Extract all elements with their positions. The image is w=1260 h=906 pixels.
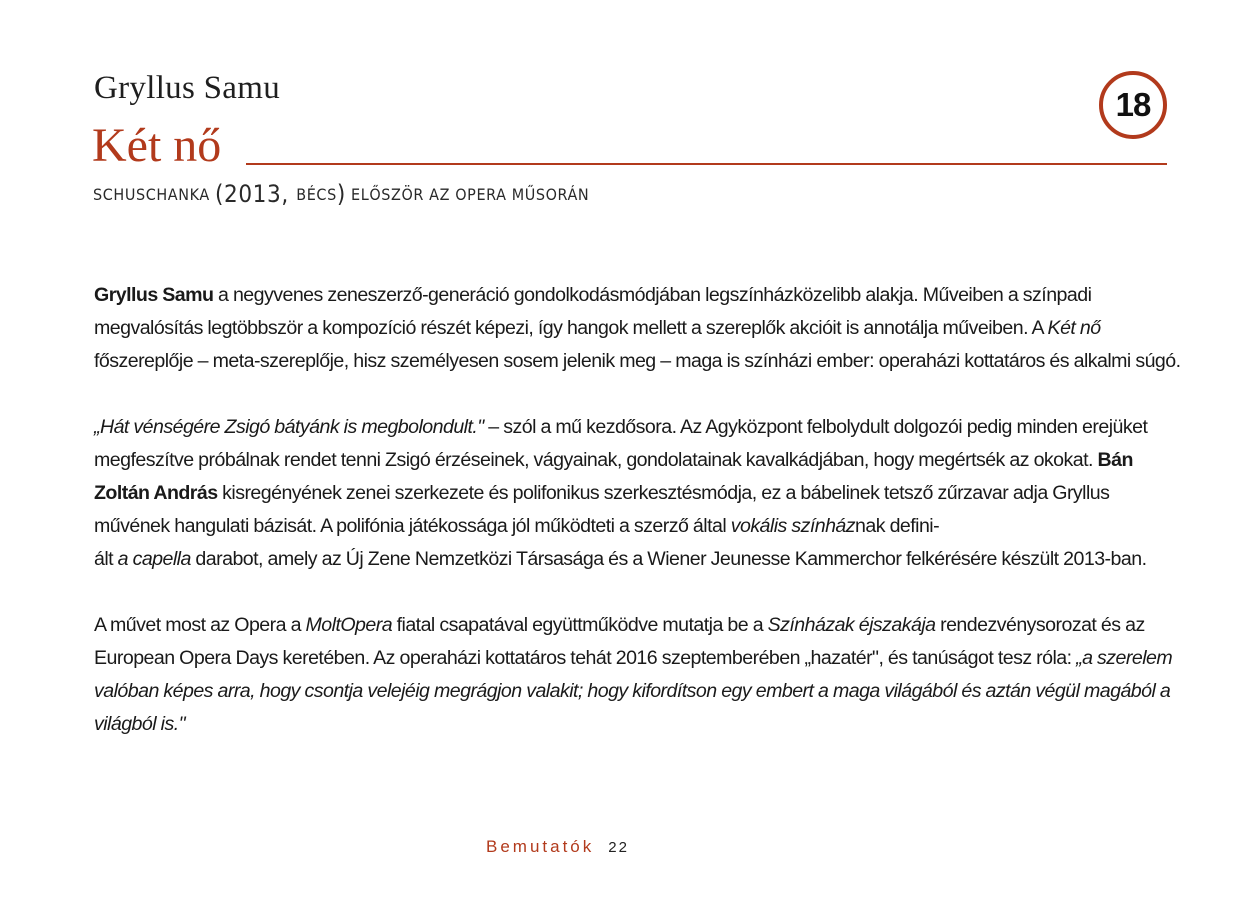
subtitle-year: 2013, — [224, 180, 297, 208]
p2-text-3: nak defini- — [855, 515, 940, 537]
subtitle-original-title: SCHUSCHANKA — [93, 185, 215, 204]
age-rating-number: 18 — [1115, 86, 1151, 123]
subtitle-paren-open: ( — [214, 180, 224, 208]
p3-text-1: A művet most az Opera a — [94, 614, 306, 636]
page-footer — [486, 837, 629, 857]
title-divider — [246, 163, 1167, 165]
subtitle-premiere-note: ELŐSZÖR AZ OPERA MŰSORÁN — [345, 185, 590, 204]
subtitle-line — [93, 180, 589, 208]
composer-name: Gryllus Samu — [94, 70, 281, 106]
subtitle-paren-close: ) — [336, 180, 346, 208]
p2-text-4: ált — [94, 548, 118, 570]
author-bold: Bán Zoltán András — [94, 449, 1133, 504]
composer-bold: Gryllus Samu — [94, 284, 214, 306]
paragraph-2 — [94, 411, 1184, 576]
page-number: 22 — [608, 839, 629, 856]
genre-italic: vokális színház — [730, 515, 856, 537]
p2-text-1: – szól a mű kezdősora. Az Agyközpont felbolydult dolgozói pedig minden erejüket megfeszítve próbálnak rendet tenni Zsigó érzéseinek, vágyainak, gondolatainak kavalkádjában, hogy megértsék az okokat. — [94, 416, 1148, 471]
article-body — [94, 279, 1184, 774]
paragraph-1 — [94, 279, 1184, 378]
paragraph-3 — [94, 609, 1184, 741]
work-title-italic: Két nő — [1047, 317, 1101, 339]
subtitle-city: BÉCS — [296, 185, 337, 204]
p2-text-2: kisregényének zenei szerkezete és polifonikus szerkesztésmódja, ez a bábelinek tetsző zűrzavar adja Gryllus művének hangulati bázisát. A polifónia játékossága jól működteti a szerző által — [94, 482, 1110, 537]
closing-quote: „a szerelem valóban képes arra, hogy csontja velejéig megrágjon valakit; hogy kifordítson egy embert a maga világából és aztán végül magából a világból is." — [94, 647, 1173, 735]
acapella-italic: a capella — [117, 548, 191, 570]
p1-text-2: főszereplője – meta-szereplője, hisz személyesen sosem jelenik meg – maga is színházi ember: operaházi kottatáros és alkalmi súgó. — [94, 350, 1181, 372]
age-rating-badge — [1099, 71, 1167, 139]
series-italic: Színházak éjszakája — [767, 614, 936, 636]
p3-text-2: fiatal csapatával együttműködve mutatja be a — [392, 614, 768, 636]
opening-quote: „Hát vénségére Zsigó bátyánk is megbolondult." — [94, 416, 484, 438]
p3-text-3: rendezvénysorozat és az European Opera Days keretében. Az operaházi kottatáros tehát 2016 szeptemberében „hazatér", és tanúságot tesz róla: — [94, 614, 1145, 669]
p1-text-1: a negyvenes zeneszerző-generáció gondolkodásmódjában legszínházközelibb alakja. Műveiben a színpadi megvalósítás legtöbbször a kompozíció részét képezi, így hangok mellett a szereplők akcióit is annotálja műveiben. A — [94, 284, 1092, 339]
p2-text-5: darabot, amely az Új Zene Nemzetközi Társasága és a Wiener Jeunesse Kammerchor felkérésére készült 2013-ban. — [190, 548, 1147, 570]
footer-section-name: Bemutatók — [486, 837, 595, 856]
work-title: Két nő — [92, 119, 222, 172]
moltopera-italic: MoltOpera — [305, 614, 393, 636]
